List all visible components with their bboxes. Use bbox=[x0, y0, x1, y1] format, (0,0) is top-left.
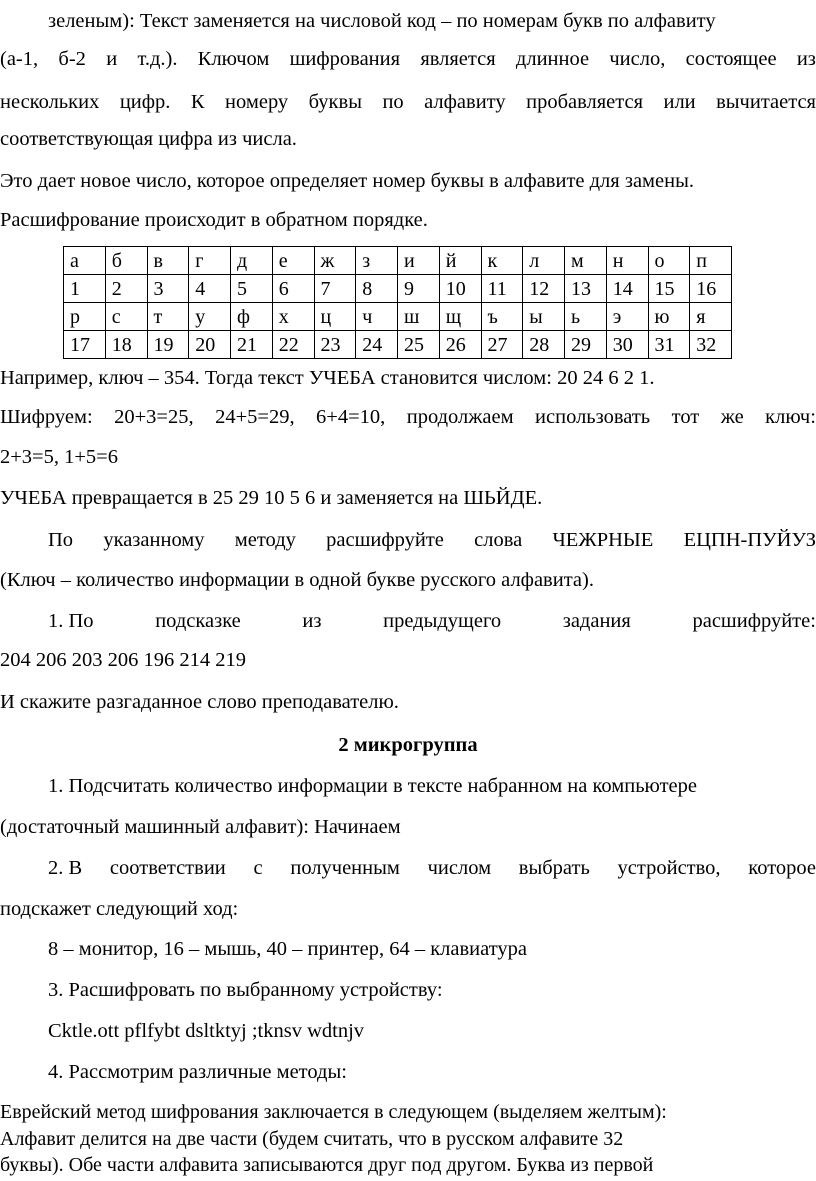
table-cell: 2 bbox=[105, 275, 147, 303]
task-line2: (Ключ – количество информации в одной букве русского алфавита). bbox=[0, 569, 594, 591]
table-cell: 30 bbox=[606, 331, 648, 359]
word: методу bbox=[234, 529, 296, 551]
table-cell: 17 bbox=[64, 331, 106, 359]
paragraph1-line4: соответствующая цифра из числа. bbox=[0, 128, 297, 150]
table-cell: ь bbox=[565, 303, 607, 331]
word: По bbox=[48, 529, 74, 551]
task-line1 bbox=[48, 528, 816, 552]
letters-row bbox=[64, 303, 732, 331]
table-cell: х bbox=[272, 303, 314, 331]
table-cell: 27 bbox=[481, 331, 523, 359]
word: пробавляется bbox=[526, 91, 643, 113]
section2-item4: 4. Рассмотрим различные методы: bbox=[48, 1061, 347, 1083]
word: шифрования bbox=[289, 48, 401, 70]
table-cell: 6 bbox=[272, 275, 314, 303]
table-cell: е bbox=[272, 247, 314, 275]
table-cell: й bbox=[439, 247, 481, 275]
word: указанному bbox=[103, 529, 205, 551]
table-cell: д bbox=[231, 247, 273, 275]
word: соответствии bbox=[109, 857, 226, 879]
table-cell: 21 bbox=[231, 331, 273, 359]
word: использовать bbox=[535, 406, 651, 428]
table-cell: ц bbox=[314, 303, 356, 331]
table-cell: н bbox=[606, 247, 648, 275]
table-cell: 24 bbox=[356, 331, 398, 359]
word: устройство, bbox=[617, 857, 721, 879]
word: числом bbox=[427, 857, 492, 879]
word: номеру bbox=[225, 91, 289, 113]
hebrew-method-line2: Алфавит делится на две части (будем считать, что в русском алфавите 32 bbox=[0, 1128, 624, 1150]
section2-item2-line2: подскажет следующий ход: bbox=[0, 898, 239, 920]
table-cell: 26 bbox=[439, 331, 481, 359]
word: 1. По bbox=[48, 610, 94, 632]
table-cell: 7 bbox=[314, 275, 356, 303]
word: выбрать bbox=[518, 857, 590, 879]
section2-item2-line1 bbox=[48, 856, 816, 880]
table-cell: г bbox=[189, 247, 231, 275]
word: Шифруем: bbox=[0, 406, 93, 428]
devices-line: 8 – монитор, 16 – мышь, 40 – принтер, 64 – клавиатура bbox=[48, 938, 527, 960]
table-cell: 20 bbox=[189, 331, 231, 359]
table-cell: 3 bbox=[147, 275, 189, 303]
hebrew-method-line1: Еврейский метод шифрования заключается в следующем (выделяем желтым): bbox=[0, 1101, 667, 1123]
table-cell: 1 bbox=[64, 275, 106, 303]
section2-item3: 3. Расшифровать по выбранному устройству: bbox=[48, 979, 443, 1001]
table-cell: ъ bbox=[481, 303, 523, 331]
word: ключ: bbox=[765, 406, 816, 428]
numbers-row bbox=[64, 275, 732, 303]
word: или bbox=[663, 91, 696, 113]
word: состоящее bbox=[685, 48, 777, 70]
word: и bbox=[106, 48, 118, 70]
word: расшифруйте bbox=[326, 529, 444, 551]
table-cell: 18 bbox=[105, 331, 147, 359]
example-line2 bbox=[0, 405, 816, 429]
table-cell: 10 bbox=[439, 275, 481, 303]
table-cell: 8 bbox=[356, 275, 398, 303]
word: 20+3=25, bbox=[114, 406, 194, 428]
word: ЧЕЖРНЫЕ bbox=[552, 529, 654, 551]
table-cell: 19 bbox=[147, 331, 189, 359]
task-item1-line2: 204 206 203 206 196 214 219 bbox=[0, 649, 246, 671]
table-cell: б bbox=[105, 247, 147, 275]
word: нескольких bbox=[0, 91, 100, 113]
word: число, bbox=[609, 48, 666, 70]
word: по bbox=[382, 91, 404, 113]
word: полученным bbox=[290, 857, 400, 879]
word: 24+5=29, bbox=[215, 406, 295, 428]
table-cell: 23 bbox=[314, 331, 356, 359]
table-cell: 4 bbox=[189, 275, 231, 303]
table-cell: 11 bbox=[481, 275, 523, 303]
table-cell: р bbox=[64, 303, 106, 331]
table-cell: 25 bbox=[398, 331, 440, 359]
word: б-2 bbox=[58, 48, 86, 70]
table-cell: м bbox=[565, 247, 607, 275]
word: цифр. bbox=[119, 91, 171, 113]
word: предыдущего bbox=[383, 610, 502, 632]
letters-row bbox=[64, 247, 732, 275]
word: алфавиту bbox=[424, 91, 506, 113]
table-cell: и bbox=[398, 247, 440, 275]
word: 6+4=10, bbox=[316, 406, 386, 428]
example-line3: 2+3=5, 1+5=6 bbox=[0, 446, 118, 468]
table-cell: 13 bbox=[565, 275, 607, 303]
table-cell: э bbox=[606, 303, 648, 331]
word: вычитается bbox=[716, 91, 816, 113]
table-cell: у bbox=[189, 303, 231, 331]
task-item1-line1 bbox=[48, 609, 816, 633]
table-cell: т bbox=[147, 303, 189, 331]
table-cell: ч bbox=[356, 303, 398, 331]
table-cell: с bbox=[105, 303, 147, 331]
section2-item1-line2: (достаточный машинный алфавит): Начинаем bbox=[0, 816, 401, 838]
word: задания bbox=[562, 610, 631, 632]
word: продолжаем bbox=[406, 406, 514, 428]
word: расшифруйте: bbox=[692, 610, 816, 632]
word: из bbox=[302, 610, 322, 632]
example-line1: Например, ключ – 354. Тогда текст УЧЕБА становится числом: 20 24 6 2 1. bbox=[0, 367, 655, 389]
table-cell: 31 bbox=[648, 331, 690, 359]
word: из bbox=[796, 48, 816, 70]
task-closing: И скажите разгаданное слово преподавателю. bbox=[0, 691, 399, 713]
table-cell: я bbox=[690, 303, 732, 331]
word: тот bbox=[671, 406, 700, 428]
paragraph1-line3 bbox=[0, 90, 816, 114]
word: буквы bbox=[308, 91, 362, 113]
paragraph1-line1: зеленым): Текст заменяется на числовой код – по номерам букв по алфавиту bbox=[48, 10, 716, 32]
table-cell: 5 bbox=[231, 275, 273, 303]
cipher-text-line: Cktle.ott pflfybt dsltktyj ;tknsv wdtnjv bbox=[48, 1020, 365, 1042]
table-cell: л bbox=[523, 247, 565, 275]
table-cell: щ bbox=[439, 303, 481, 331]
table-cell: 14 bbox=[606, 275, 648, 303]
paragraph2-line1: Это дает новое число, которое определяет номер буквы в алфавите для замены. bbox=[0, 170, 694, 192]
word: которое bbox=[748, 857, 816, 879]
table-cell: к bbox=[481, 247, 523, 275]
table-cell: в bbox=[147, 247, 189, 275]
word: слова bbox=[474, 529, 523, 551]
word: 2. В bbox=[48, 857, 83, 879]
example-line4: УЧЕБА превращается в 25 29 10 5 6 и заменяется на ШЬЙДЕ. bbox=[0, 487, 543, 509]
table-cell: ю bbox=[648, 303, 690, 331]
table-cell: 28 bbox=[523, 331, 565, 359]
word: является bbox=[420, 48, 496, 70]
table-cell: 22 bbox=[272, 331, 314, 359]
section2-item1-line1: 1. Подсчитать количество информации в тексте набранном на компьютере bbox=[48, 775, 698, 797]
word: (а-1, bbox=[0, 48, 39, 70]
table-cell: з bbox=[356, 247, 398, 275]
word: с bbox=[253, 857, 263, 879]
table-cell: 32 bbox=[690, 331, 732, 359]
table-cell: ф bbox=[231, 303, 273, 331]
table-cell: п bbox=[690, 247, 732, 275]
table-cell: 16 bbox=[690, 275, 732, 303]
paragraph1-line2 bbox=[0, 47, 816, 71]
numbers-row bbox=[64, 331, 732, 359]
table-cell: ш bbox=[398, 303, 440, 331]
section2-heading: 2 микрогруппа bbox=[338, 734, 478, 756]
table-cell: ж bbox=[314, 247, 356, 275]
table-cell: 15 bbox=[648, 275, 690, 303]
table-cell: а bbox=[64, 247, 106, 275]
table-cell: 29 bbox=[565, 331, 607, 359]
word: Ключом bbox=[197, 48, 270, 70]
table-cell: ы bbox=[523, 303, 565, 331]
hebrew-method-line3: буквы). Обе части алфавита записываются друг под другом. Буква из первой bbox=[0, 1154, 654, 1176]
word: же bbox=[720, 406, 744, 428]
alphabet-number-table bbox=[63, 246, 732, 359]
table-cell: 9 bbox=[398, 275, 440, 303]
word: К bbox=[190, 91, 205, 113]
table-cell: о bbox=[648, 247, 690, 275]
word: подсказке bbox=[155, 610, 241, 632]
word: длинное bbox=[515, 48, 590, 70]
table-cell: 12 bbox=[523, 275, 565, 303]
paragraph2-line2: Расшифрование происходит в обратном порядке. bbox=[0, 209, 428, 231]
word: т.д.). bbox=[137, 48, 178, 70]
word: ЕЦПН-ПУЙУЗ bbox=[683, 529, 816, 551]
